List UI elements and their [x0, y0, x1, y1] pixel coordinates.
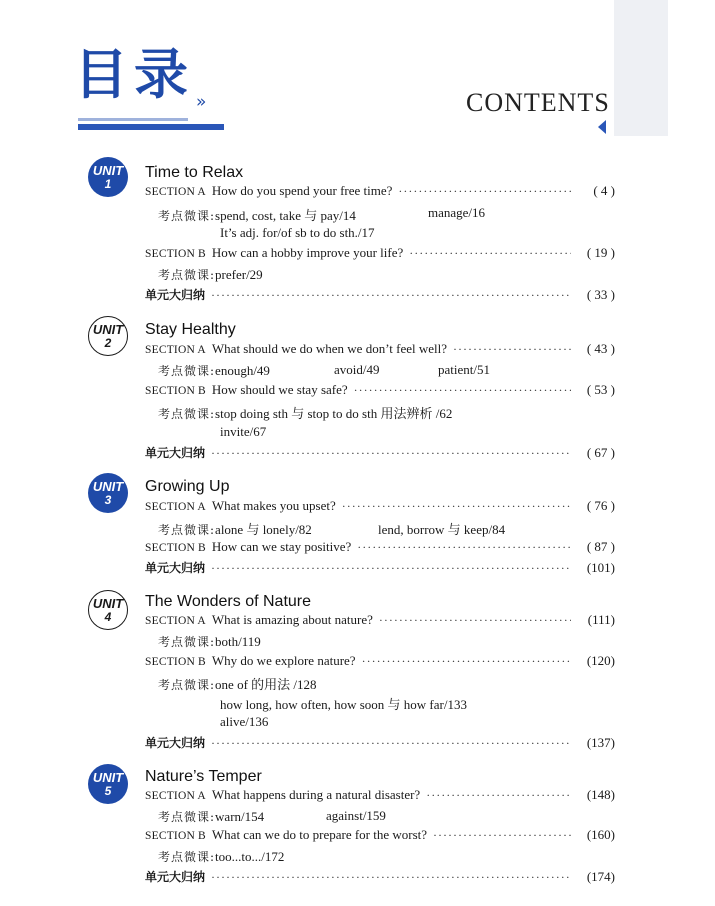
section-title: What should we do when we don’t feel well? [211, 341, 448, 356]
section-b-entry[interactable] [145, 827, 615, 847]
key-point-cont: It’s adj. for/of sb to do sth./17 [220, 225, 375, 240]
double-chevron-icon: » [196, 92, 207, 112]
key-points-note [158, 205, 618, 224]
unit-badge-number: 5 [104, 784, 112, 798]
summary-label: 单元大归纳 [145, 288, 206, 302]
leader-dots [354, 383, 571, 398]
unit-title[interactable]: Time to Relax [145, 164, 244, 181]
summary-label: 单元大归纳 [145, 446, 206, 460]
key-points-note [158, 362, 618, 379]
key-points-note [158, 266, 263, 283]
title-underline-light [78, 118, 188, 121]
page-number: (111) [587, 612, 615, 627]
unit-badge-word: UNIT [92, 479, 124, 494]
unit-badge [88, 473, 128, 513]
page-number: (120) [586, 653, 615, 668]
unit-badge-word: UNIT [92, 163, 124, 178]
key-points-note [158, 633, 261, 650]
triangle-marker-icon [598, 120, 606, 134]
unit-title[interactable]: Nature’s Temper [145, 768, 262, 785]
page-number: (174) [586, 869, 615, 884]
unit-summary-entry[interactable] [145, 734, 615, 754]
unit-badge-word: UNIT [92, 322, 124, 337]
page-number: (137) [586, 735, 615, 750]
section-title: How can we stay positive? [211, 539, 352, 554]
section-a-entry[interactable] [145, 498, 615, 518]
unit-title[interactable]: Stay Healthy [145, 321, 236, 338]
unit-badge-word: UNIT [92, 770, 124, 785]
section-a-entry[interactable] [145, 787, 615, 807]
key-point: both/119 [215, 634, 261, 649]
unit-badge-number: 4 [104, 610, 112, 624]
section-label: SECTION B [145, 385, 206, 397]
section-title: How can a hobby improve your life? [211, 245, 404, 260]
key-point: alone 与 lonely/82 [215, 522, 312, 537]
leader-dots [357, 540, 571, 555]
unit-summary-entry[interactable] [145, 444, 615, 464]
page-number: ( 43 ) [586, 341, 615, 356]
leader-dots [453, 342, 571, 357]
leader-dots [211, 870, 571, 885]
title-underline [78, 124, 224, 130]
key-points-label: 考点微课: [158, 810, 216, 824]
page-number: ( 67 ) [586, 445, 615, 460]
section-b-entry[interactable] [145, 653, 615, 673]
unit-title[interactable]: The Wonders of Nature [145, 593, 312, 610]
section-title: Why do we explore nature? [211, 653, 356, 668]
key-points-note [158, 808, 618, 825]
key-point: prefer/29 [215, 267, 263, 282]
key-points-note [158, 519, 618, 538]
page-number: (160) [586, 827, 615, 842]
key-points-label: 考点微课: [158, 523, 216, 537]
leader-dots [342, 499, 571, 514]
key-point-cont: alive/136 [220, 714, 269, 729]
summary-label: 单元大归纳 [145, 561, 206, 575]
section-b-entry[interactable] [145, 382, 615, 402]
key-point: too...to.../172 [215, 849, 285, 864]
leader-dots [211, 736, 571, 751]
key-point: one of 的用法 /128 [215, 677, 317, 692]
section-a-entry[interactable] [145, 341, 615, 361]
section-label: SECTION B [145, 656, 206, 668]
unit-badge-number: 1 [104, 177, 112, 191]
page-number: ( 76 ) [586, 498, 615, 513]
page-number: ( 53 ) [586, 382, 615, 397]
key-point: patient/51 [438, 362, 490, 377]
section-a-entry[interactable] [145, 183, 615, 203]
key-point: against/159 [326, 808, 386, 823]
section-a-entry[interactable] [145, 612, 615, 632]
key-points-label: 考点微课: [158, 407, 216, 421]
section-label: SECTION A [145, 344, 206, 356]
page-number: (148) [586, 787, 615, 802]
leader-dots [362, 654, 571, 669]
leader-dots [409, 246, 571, 261]
summary-label: 单元大归纳 [145, 736, 206, 750]
section-label: SECTION A [145, 501, 206, 513]
section-title: What makes you upset? [211, 498, 336, 513]
key-point: enough/49 [215, 363, 270, 378]
key-points-label: 考点微课: [158, 209, 216, 223]
page-title-cn: 目录 [74, 43, 194, 106]
unit-title[interactable]: Growing Up [145, 478, 230, 495]
section-label: SECTION A [145, 186, 206, 198]
unit-badge [88, 157, 128, 197]
key-point: avoid/49 [334, 362, 380, 377]
unit-badge-word: UNIT [92, 596, 124, 611]
unit-badge [88, 590, 128, 630]
section-label: SECTION A [145, 790, 206, 802]
leader-dots [211, 446, 571, 461]
section-title: What is amazing about nature? [211, 612, 373, 627]
page-number: ( 33 ) [586, 287, 615, 302]
section-title: What happens during a natural disaster? [211, 787, 421, 802]
unit-summary-entry[interactable] [145, 868, 615, 888]
page-number: (101) [586, 560, 615, 575]
key-points-label: 考点微课: [158, 268, 216, 282]
section-b-entry[interactable] [145, 245, 615, 265]
page-number: ( 19 ) [586, 245, 615, 260]
key-points-note [158, 674, 317, 693]
section-title: What can we do to prepare for the worst? [211, 827, 428, 842]
page-title-en: CONTENTS [466, 88, 610, 117]
section-label: SECTION A [145, 615, 206, 627]
leader-dots [211, 288, 571, 303]
key-points-label: 考点微课: [158, 678, 216, 692]
key-point: stop doing sth 与 stop to do sth 用法辨析 /62 [215, 406, 453, 421]
section-label: SECTION B [145, 830, 206, 842]
section-label: SECTION B [145, 542, 206, 554]
unit-badge-number: 3 [104, 493, 112, 507]
leader-dots [379, 613, 571, 628]
key-point: spend, cost, take 与 pay/14 [215, 208, 356, 223]
unit-summary-entry[interactable] [145, 286, 615, 306]
unit-badge-number: 2 [104, 336, 112, 350]
section-b-entry[interactable] [145, 539, 615, 559]
page-number: ( 87 ) [586, 539, 615, 554]
key-point: warn/154 [215, 809, 265, 824]
key-point: manage/16 [428, 205, 486, 220]
leader-dots [433, 828, 571, 843]
leader-dots [398, 184, 571, 199]
unit-summary-entry[interactable] [145, 559, 615, 579]
key-points-note [158, 403, 452, 422]
page-header [0, 0, 715, 150]
key-points-label: 考点微课: [158, 635, 216, 649]
key-point-cont: how long, how often, how soon 与 how far/133 [220, 697, 467, 712]
key-point-cont: invite/67 [220, 424, 267, 439]
key-points-label: 考点微课: [158, 364, 216, 378]
leader-dots [426, 788, 571, 803]
section-title: How should we stay safe? [211, 382, 348, 397]
leader-dots [211, 561, 571, 576]
key-points-note [158, 848, 284, 865]
section-title: How do you spend your free time? [211, 183, 393, 198]
section-label: SECTION B [145, 248, 206, 260]
key-points-label: 考点微课: [158, 850, 216, 864]
summary-label: 单元大归纳 [145, 870, 206, 884]
key-point: lend, borrow 与 keep/84 [378, 522, 506, 537]
unit-badge [88, 764, 128, 804]
page-number: ( 4 ) [593, 183, 615, 198]
unit-badge [88, 316, 128, 356]
